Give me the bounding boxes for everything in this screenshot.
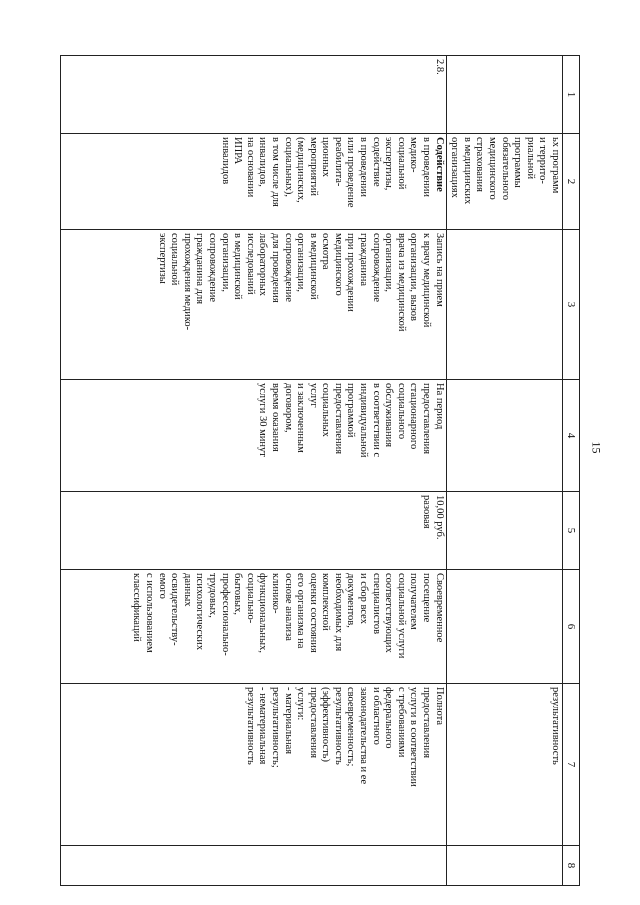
text-line: комплексной <box>320 573 332 631</box>
text-line: услуг <box>307 383 319 408</box>
column-number-row <box>563 56 580 886</box>
text-line: ИПРА <box>232 137 244 165</box>
text-line: получателем <box>408 573 420 630</box>
column-number-1: 1 <box>563 56 580 134</box>
text-line: (эффективность) <box>320 687 332 762</box>
text-line: 10,00 руб. <box>433 495 445 540</box>
text-line: бытовых, <box>232 573 244 615</box>
column-number-6: 6 <box>563 570 580 684</box>
text-line: данных <box>181 573 193 607</box>
text-line: основе анализа <box>282 573 294 641</box>
text-line: социального <box>395 383 407 440</box>
text-line: обслуживания <box>383 383 395 448</box>
text-line: Запись на прием <box>433 233 445 307</box>
text-line: для проведения <box>269 233 281 303</box>
text-line: Полнота <box>433 687 445 726</box>
text-line: На период <box>433 383 445 430</box>
text-line: индивидуальной <box>358 383 370 458</box>
row-number: 2.8. <box>61 56 447 134</box>
text-line: результативность; <box>269 687 281 768</box>
text-line: освидетельству- <box>169 573 181 646</box>
text-line: услуги 30 минут <box>257 383 269 457</box>
text-line: в медицинской <box>307 233 319 300</box>
text-line: организации, <box>219 233 231 292</box>
continuation-col6 <box>446 570 562 684</box>
text-line: медицинского <box>332 233 344 296</box>
text-line: ционных <box>320 137 332 178</box>
text-line: классификаций <box>131 573 143 642</box>
text-line: федерального <box>383 687 395 749</box>
text-line: соответствующих <box>383 573 395 653</box>
continuation-col3 <box>446 230 562 380</box>
text-line: услуги в соответствии <box>408 687 420 787</box>
text-line: при прохождении <box>345 233 357 312</box>
text-line: и заключенным <box>295 383 307 453</box>
continuation-row <box>446 56 562 886</box>
text-line: медицинского <box>487 137 499 200</box>
page-number: 15 <box>589 441 604 454</box>
text-line: посещение <box>421 573 433 623</box>
text-line: организации, <box>295 233 307 292</box>
continuation-col7 <box>446 684 562 846</box>
text-line: Своевременное <box>433 573 445 643</box>
text-line: время оказания <box>269 383 281 452</box>
text-line: медико- <box>408 137 420 173</box>
column-number-4: 4 <box>563 380 580 492</box>
text-line: сопровождение <box>370 233 382 303</box>
column-number-5: 5 <box>563 492 580 570</box>
column-number-3: 3 <box>563 230 580 380</box>
row-col8 <box>61 846 447 886</box>
continuation-col2 <box>446 134 562 230</box>
text-line: профессионально- <box>219 573 231 656</box>
services-table <box>60 55 580 886</box>
text-line: результативность <box>332 687 344 765</box>
text-line: страхования <box>474 137 486 192</box>
text-line: сопровождение <box>206 233 218 303</box>
text-line: в медицинских <box>461 137 473 205</box>
text-line: трудовых, <box>206 573 218 618</box>
text-line: - материальная <box>282 687 294 755</box>
text-line: результативность <box>550 687 561 765</box>
text-line: ьх программ <box>550 137 561 194</box>
text-line: социальных), <box>282 137 294 197</box>
text-line: договором, <box>282 383 294 433</box>
continuation-col5 <box>446 492 562 570</box>
text-line: услуги: <box>295 687 307 721</box>
rotated-table-wrapper <box>60 55 580 885</box>
text-line: экспертизы, <box>383 137 395 191</box>
text-line: специалистов <box>370 573 382 635</box>
text-line: гражданина <box>358 233 370 286</box>
text-line: - нематериальная <box>257 687 269 765</box>
text-line: реабилита- <box>332 137 344 187</box>
text-line: программой <box>345 383 357 438</box>
text-line: предоставления <box>332 383 344 455</box>
text-line: в медицинской <box>232 233 244 300</box>
text-line: и террито- <box>537 137 549 184</box>
text-line: социальных <box>320 383 332 437</box>
text-line: содействие <box>370 137 382 187</box>
column-number-8: 8 <box>563 846 580 886</box>
text-line: или проведение <box>345 137 357 208</box>
text-line: исследований <box>244 233 256 295</box>
text-line: стационарного <box>408 383 420 450</box>
text-line: обязательного <box>499 137 511 201</box>
service-term <box>61 380 447 492</box>
text-line: предоставления <box>421 687 433 759</box>
text-line: программы <box>512 137 524 188</box>
text-line: к врачу медицинской <box>421 233 433 328</box>
text-line: инвалидов <box>219 137 231 185</box>
text-line: и сбор всех <box>358 573 370 624</box>
column-number-7: 7 <box>563 684 580 846</box>
text-line: (медицинских, <box>295 137 307 203</box>
text-line: социальной <box>395 137 407 190</box>
service-name <box>61 134 447 230</box>
service-description <box>61 230 447 380</box>
text-line: экспертизы <box>156 233 168 284</box>
text-line: законодательства и ее <box>358 687 370 785</box>
text-line: результативность <box>244 687 256 765</box>
text-line: организации, вызов <box>408 233 420 321</box>
continuation-col8 <box>446 846 562 886</box>
text-line: риальной <box>524 137 536 180</box>
text-line: его организма на <box>295 573 307 649</box>
text-line: в проведении <box>421 137 433 197</box>
text-line: разовая <box>421 495 433 529</box>
evaluation-conditions <box>61 684 447 846</box>
text-line: своевременность; <box>345 687 357 767</box>
text-line: в проведении <box>358 137 370 197</box>
text-line: на основании <box>244 137 256 198</box>
text-line: предоставления <box>421 383 433 455</box>
text-line: с использованием <box>144 573 155 653</box>
column-number-2: 2 <box>563 134 580 230</box>
text-line: Содействие <box>433 137 445 192</box>
text-line: социально- <box>244 573 256 624</box>
text-line: с требованиями <box>395 687 407 758</box>
service-tariff <box>61 492 447 570</box>
text-line: документов, <box>345 573 357 628</box>
text-line: клинико- <box>269 573 281 614</box>
text-line: гражданина для <box>194 233 206 305</box>
text-line: сопровождение <box>282 233 294 303</box>
text-line: инвалидов, <box>257 137 269 187</box>
text-line: организации, <box>383 233 395 292</box>
text-line: функциональных, <box>257 573 269 653</box>
text-line: в соответствии с <box>370 383 382 458</box>
text-line: мероприятий <box>307 137 319 196</box>
text-line: и областного <box>370 687 382 745</box>
row-2-8 <box>61 56 447 886</box>
text-line: организациях <box>449 137 461 198</box>
text-line: в том числе для <box>269 137 281 207</box>
text-line: социальной услуги <box>395 573 407 659</box>
text-line: необходимых для <box>332 573 344 652</box>
text-line: врача из медицинской <box>395 233 407 332</box>
text-line: оценки состояния <box>307 573 319 653</box>
quality-indicators <box>61 570 447 684</box>
text-line: лабораторных <box>257 233 269 297</box>
continuation-col1 <box>446 56 562 134</box>
text-line: осмотра <box>320 233 332 270</box>
text-line: емого <box>156 573 168 599</box>
text-line: прохождения медико- <box>181 233 193 331</box>
text-line: психологических <box>194 573 206 651</box>
text-line: социальной <box>169 233 181 286</box>
text-line: предоставления <box>307 687 319 759</box>
continuation-col4 <box>446 380 562 492</box>
